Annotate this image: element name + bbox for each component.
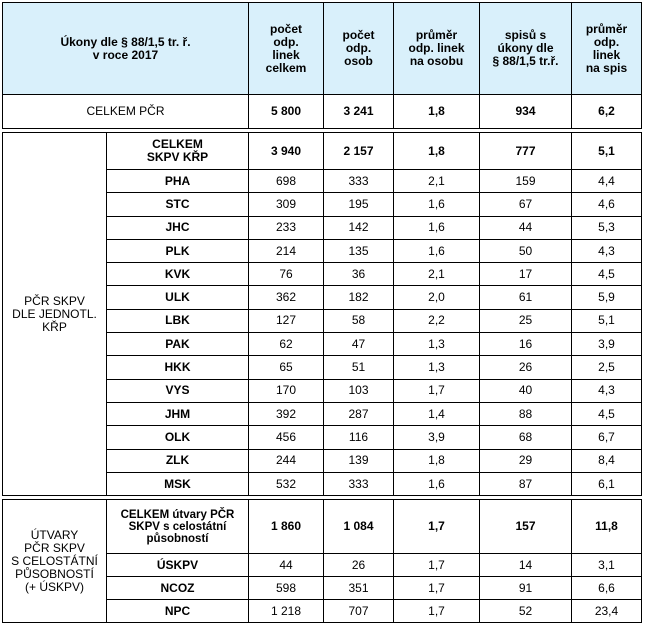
cell: 170 [249,379,324,402]
cell: 777 [480,133,572,170]
group1-subtotal-label: CELKEM SKPV KŘP [107,133,249,170]
cell: 157 [480,500,572,554]
row-label: OLK [107,426,249,449]
cell: 1,6 [394,193,480,216]
cell: 598 [249,577,324,600]
row-label: ZLK [107,449,249,472]
cell: 1 218 [249,600,324,623]
cell: 5,1 [572,309,642,332]
row-label: NCOZ [107,577,249,600]
cell: 3 241 [324,95,394,129]
cell: 116 [324,426,394,449]
cell: 2,1 [394,170,480,193]
group2-subtotal-label: CELKEM útvary PČR SKPV s celostátní působností [107,500,249,554]
cell: 40 [480,379,572,402]
group1-subtotal-row [3,133,642,170]
cell: 5 800 [249,95,324,129]
cell: 11,8 [572,500,642,554]
cell: 1 860 [249,500,324,554]
cell: 5,3 [572,216,642,239]
cell: 6,1 [572,472,642,495]
cell: 76 [249,263,324,286]
cell: 1,7 [394,379,480,402]
cell: 87 [480,472,572,495]
cell: 333 [324,170,394,193]
cell: 159 [480,170,572,193]
row-label: LBK [107,309,249,332]
row-label: PHA [107,170,249,193]
cell: 3 940 [249,133,324,170]
cell: 2,5 [572,356,642,379]
cell: 5,1 [572,133,642,170]
cell: 2,2 [394,309,480,332]
row-label: PAK [107,333,249,356]
cell: 50 [480,239,572,262]
cell: 67 [480,193,572,216]
row-label: ULK [107,286,249,309]
cell: 1,7 [394,577,480,600]
cell: 14 [480,554,572,577]
cell: 4,5 [572,402,642,425]
cell: 4,3 [572,379,642,402]
cell: 51 [324,356,394,379]
group2-subtotal-row [3,500,642,554]
cell: 1,8 [394,449,480,472]
cell: 127 [249,309,324,332]
cell: 4,3 [572,239,642,262]
cell: 1,8 [394,133,480,170]
cell: 26 [480,356,572,379]
cell: 1,7 [394,554,480,577]
cell: 44 [249,554,324,577]
row-label: VYS [107,379,249,402]
cell: 65 [249,356,324,379]
cell: 139 [324,449,394,472]
cell: 934 [480,95,572,129]
cell: 61 [480,286,572,309]
cell: 333 [324,472,394,495]
cell: 456 [249,426,324,449]
header-title: Úkony dle § 88/1,5 tr. ř. v roce 2017 [3,3,249,95]
row-label: STC [107,193,249,216]
row-label: ÚSKPV [107,554,249,577]
row-label: JHM [107,402,249,425]
header-avg-per-person: průměr odp. linek na osobu [394,3,480,95]
cell: 309 [249,193,324,216]
cell: 1,6 [394,239,480,262]
cell: 62 [249,333,324,356]
group1-label: PČR SKPV DLE JEDNOTL. KŘP [3,133,107,496]
row-label: KVK [107,263,249,286]
total-label: CELKEM PČR [3,95,249,129]
cell: 6,6 [572,577,642,600]
cell: 23,4 [572,600,642,623]
header-avg-per-file: průměr odp. linek na spis [572,3,642,95]
cell: 68 [480,426,572,449]
cell: 6,7 [572,426,642,449]
header-lines-total: počet odp. linek celkem [249,3,324,95]
cell: 58 [324,309,394,332]
cell: 4,5 [572,263,642,286]
cell: 698 [249,170,324,193]
cell: 2,0 [394,286,480,309]
cell: 47 [324,333,394,356]
cell: 5,9 [572,286,642,309]
cell: 135 [324,239,394,262]
total-row [3,95,642,129]
cell: 52 [480,600,572,623]
cell: 1,7 [394,500,480,554]
cell: 2,1 [394,263,480,286]
row-label: NPC [107,600,249,623]
cell: 351 [324,577,394,600]
cell: 36 [324,263,394,286]
row-label: MSK [107,472,249,495]
cell: 8,4 [572,449,642,472]
row-label: PLK [107,239,249,262]
header-persons: počet odp. osob [324,3,394,95]
cell: 1,4 [394,402,480,425]
cell: 195 [324,193,394,216]
cell: 17 [480,263,572,286]
cell: 1,6 [394,216,480,239]
cell: 1,3 [394,333,480,356]
cell: 4,4 [572,170,642,193]
cell: 1,8 [394,95,480,129]
cell: 25 [480,309,572,332]
cell: 1,6 [394,472,480,495]
cell: 214 [249,239,324,262]
cell: 44 [480,216,572,239]
cell: 362 [249,286,324,309]
cell: 88 [480,402,572,425]
cell: 142 [324,216,394,239]
cell: 1,3 [394,356,480,379]
cell: 1,7 [394,600,480,623]
row-label: JHC [107,216,249,239]
cell: 707 [324,600,394,623]
cell: 29 [480,449,572,472]
cell: 287 [324,402,394,425]
cell: 26 [324,554,394,577]
cell: 3,9 [572,333,642,356]
cell: 233 [249,216,324,239]
group2-label: ÚTVARY PČR SKPV S CELOSTÁTNÍ PŮSOBNOSTÍ (+ ÚSKPV) [3,500,107,623]
cell: 3,9 [394,426,480,449]
cell: 2 157 [324,133,394,170]
cell: 6,2 [572,95,642,129]
row-label: HKK [107,356,249,379]
cell: 4,6 [572,193,642,216]
cell: 182 [324,286,394,309]
cell: 3,1 [572,554,642,577]
cell: 532 [249,472,324,495]
cell: 16 [480,333,572,356]
cell: 91 [480,577,572,600]
cell: 1 084 [324,500,394,554]
cell: 103 [324,379,394,402]
header-files: spisů s úkony dle § 88/1,5 tr.ř. [480,3,572,95]
cell: 392 [249,402,324,425]
cell: 244 [249,449,324,472]
statistics-table [2,2,642,623]
